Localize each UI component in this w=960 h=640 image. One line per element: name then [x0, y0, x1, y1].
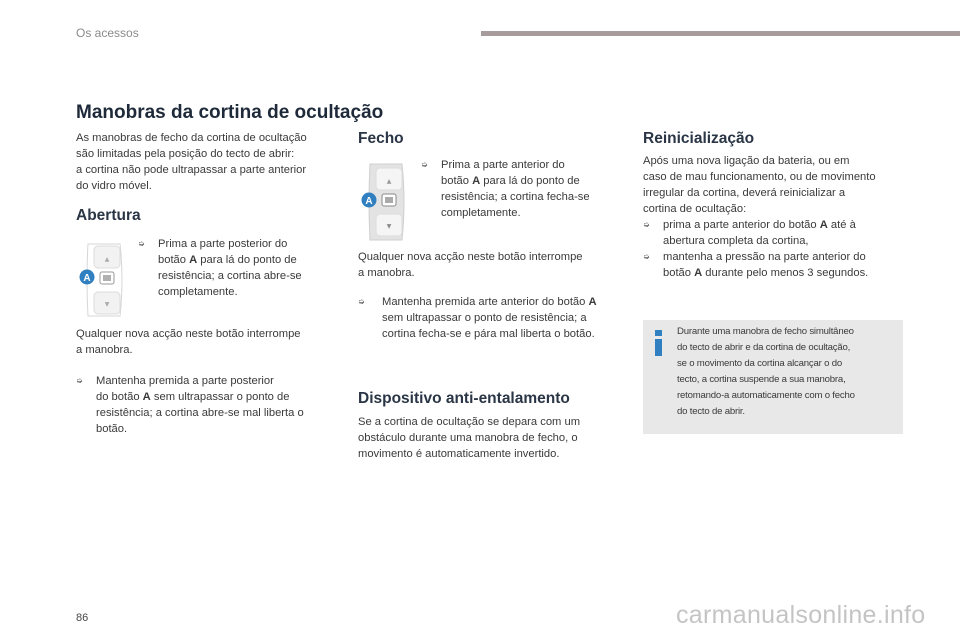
intro-line: do vidro móvel.: [76, 180, 152, 192]
col1-intro: [76, 130, 346, 194]
svg-text:▼: ▼: [104, 301, 110, 308]
info-box: [643, 320, 903, 434]
bullet-fecho-2: ➭ Mantenha premida arte anterior do botão A sem ultrapassar o ponto de resistência; a cortina fecha-se e pára mal liberta o botão.: [358, 296, 597, 340]
section-label: Os acessos: [76, 26, 139, 40]
svg-text:▲: ▲: [386, 178, 392, 185]
arrow-icon: ➭: [358, 297, 365, 306]
arrow-icon: ➭: [643, 252, 650, 261]
bullet-abertura-2: ➭ Mantenha premida a parte posterior do botão A sem ultrapassar o ponto de resistência; a cortina abre-se mal liberta o botão.: [76, 375, 304, 435]
heading-anti-entalamento: Dispositivo anti-entalamento: [358, 390, 570, 407]
info-icon: [652, 330, 665, 356]
para-reinicializacao: Após uma nova ligação da bateria, ou em caso de mau funcionamento, ou de movimento irregular da cortina, deverá reinicializar a cortina de ocultação:: [643, 155, 876, 215]
arrow-icon: ➭: [643, 220, 650, 229]
bullet-reinicializacao-2: ➭ mantenha a pressão na parte anterior do botão A durante pelo menos 3 segundos.: [643, 251, 869, 279]
watermark: carmanualsonline.info: [676, 601, 926, 629]
para-fecho: Qualquer nova acção neste botão interrompe a manobra.: [358, 251, 583, 279]
arrow-icon: ➭: [138, 239, 145, 248]
roof-switch-illustration: [76, 240, 128, 320]
info-text: Durante uma manobra de fecho simultâneo do tecto de abrir e da cortina de ocultação, se o movimento da cortina alcançar o do tecto, a cortina suspende a sua manobra, retomando-a automaticamente com o fecho do tecto de abrir.: [677, 326, 855, 417]
heading-abertura: Abertura: [76, 207, 141, 224]
bullet-abertura-1: ➭ Prima a parte posterior do botão A para lá do ponto de resistência; a cortina abre-se completamente.: [138, 238, 302, 298]
arrow-icon: ➭: [76, 376, 83, 385]
intro-line: As manobras de fecho da cortina de ocultação: [76, 132, 307, 144]
page-number: 86: [76, 612, 89, 624]
arrow-icon: ➭: [421, 160, 428, 169]
label-a: A: [365, 196, 373, 207]
svg-text:▲: ▲: [104, 256, 110, 263]
heading-reinicializacao: Reinicialização: [643, 130, 755, 147]
bullet-fecho-1: ➭ Prima a parte anterior do botão A para lá do ponto de resistência; a cortina fecha-se completamente.: [421, 159, 590, 219]
page-title: Manobras da cortina de ocultação: [76, 102, 384, 123]
intro-line: a cortina não pode ultrapassar a parte anterior: [76, 164, 307, 176]
label-a: A: [83, 273, 91, 284]
para-anti-entalamento: Se a cortina de ocultação se depara com um obstáculo durante uma manobra de fecho, o movimento é automaticamente invertido.: [358, 416, 581, 460]
para-abertura: Qualquer nova acção neste botão interrompe a manobra.: [76, 328, 301, 356]
svg-text:▼: ▼: [386, 223, 392, 230]
roof-switch-illustration: [358, 160, 410, 244]
header-bar: [481, 31, 960, 36]
heading-fecho: Fecho: [358, 130, 404, 147]
bullet-reinicializacao-1: ➭ prima a parte anterior do botão A até à abertura completa da cortina,: [643, 219, 856, 247]
intro-line: são limitadas pela posição do tecto de abrir:: [76, 148, 295, 160]
